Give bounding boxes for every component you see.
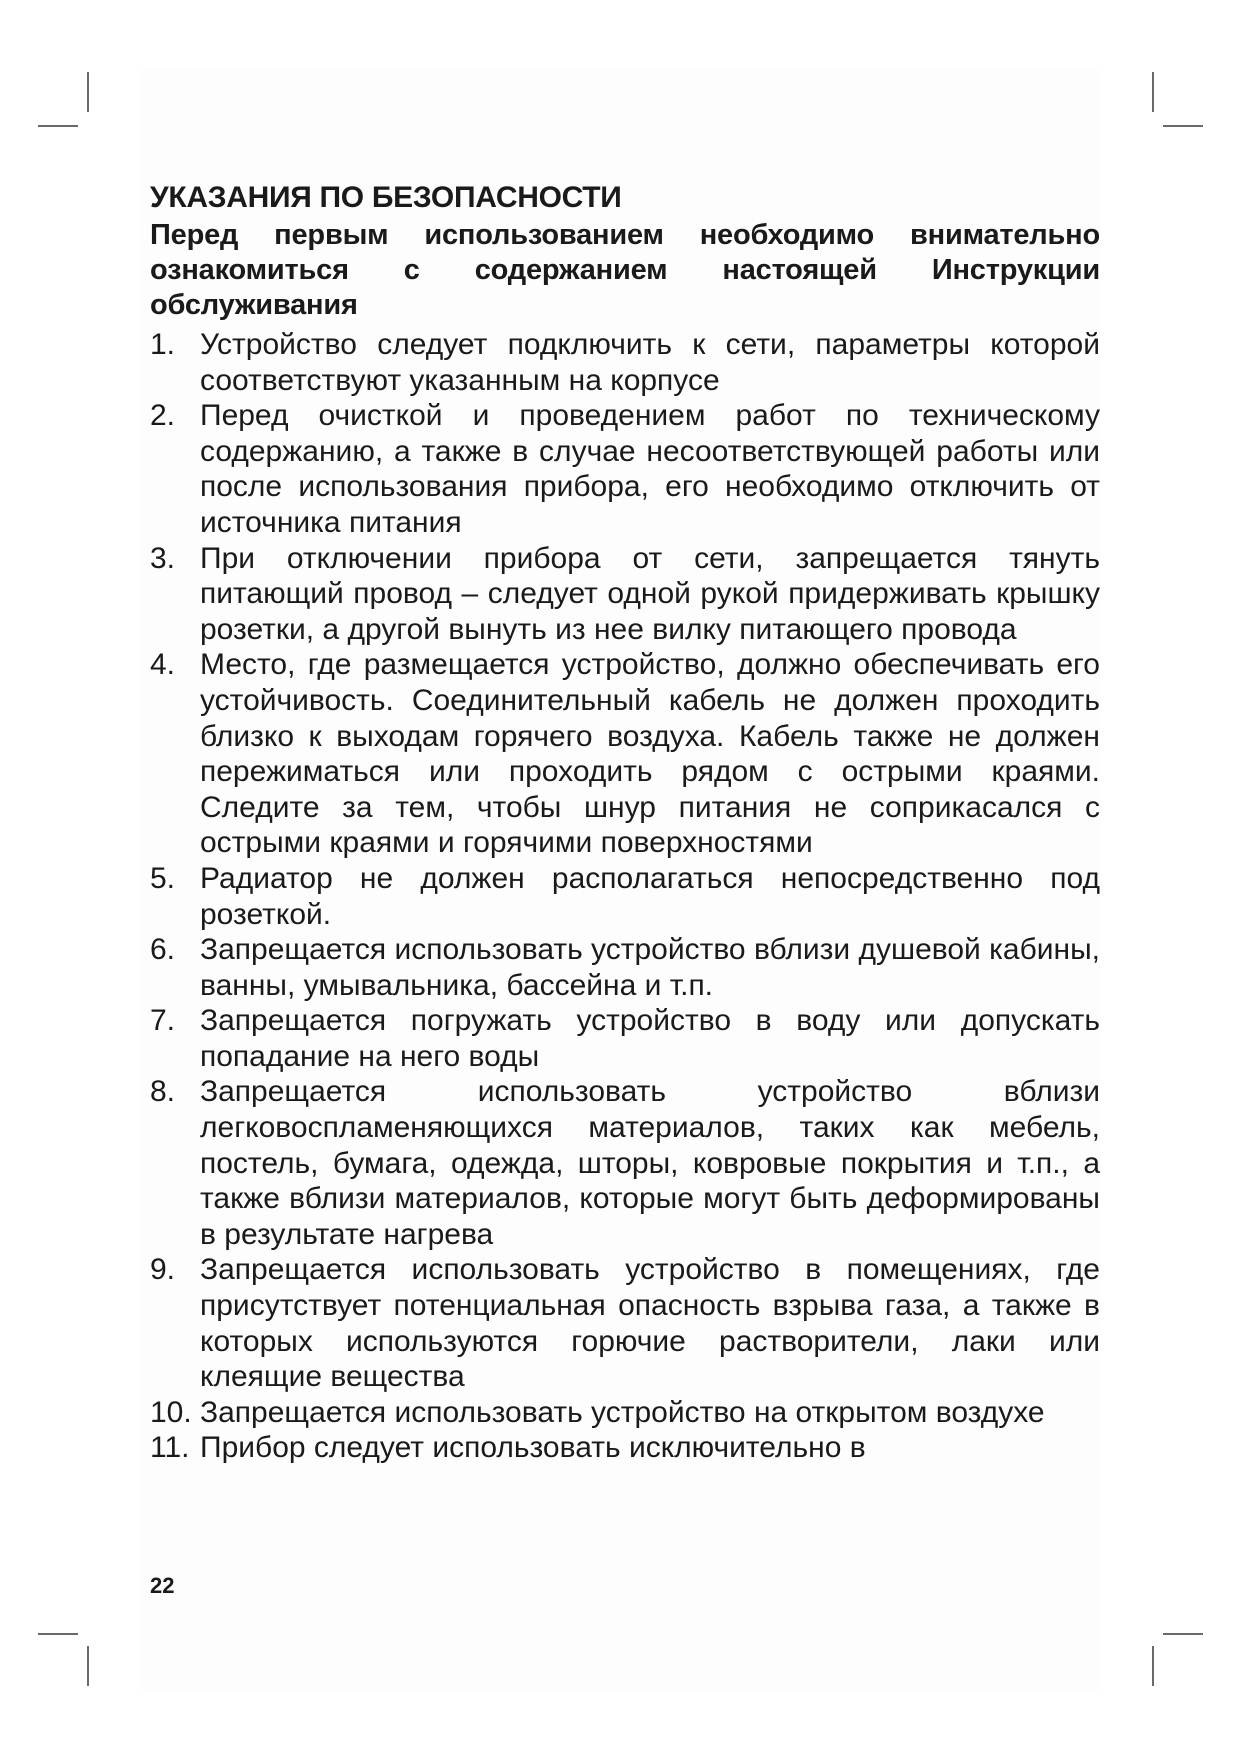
list-item bbox=[150, 932, 1100, 1003]
list-item-text: Устройство следует подключить к сети, параметры которой соответствуют указанным на корпусе bbox=[200, 328, 1100, 397]
safety-instructions-list bbox=[150, 327, 1100, 1466]
crop-mark-bottom-left-vertical bbox=[87, 1646, 89, 1686]
section-heading: УКАЗАНИЯ ПО БЕЗОПАСНОСТИ bbox=[150, 181, 622, 214]
list-item-number: 5. bbox=[150, 861, 176, 895]
list-item-number: 8. bbox=[150, 1075, 176, 1109]
list-item-number: 10. bbox=[150, 1395, 192, 1429]
list-item bbox=[150, 1003, 1100, 1074]
list-item-number: 4. bbox=[150, 648, 176, 682]
crop-mark-top-right-vertical bbox=[1152, 72, 1154, 112]
list-item bbox=[150, 1395, 1100, 1431]
crop-mark-bottom-right-horizontal bbox=[1163, 1633, 1203, 1635]
list-item-number: 11. bbox=[150, 1431, 190, 1465]
list-item bbox=[150, 327, 1100, 398]
crop-mark-bottom-right-vertical bbox=[1152, 1646, 1154, 1686]
list-item bbox=[150, 1430, 1100, 1466]
list-item-text: Прибор следует использовать исключительно в bbox=[200, 1431, 866, 1465]
list-item-number: 2. bbox=[150, 399, 176, 433]
list-item-text: Радиатор не должен располагаться непосредственно под розеткой. bbox=[200, 861, 1100, 931]
list-item bbox=[150, 398, 1100, 540]
list-item-text: Запрещается использовать устройство в помещениях, где присутствует потенциальная опасность взрыва газа, а также в которых используются горючие растворители, лаки или клеящие вещества bbox=[200, 1253, 1100, 1394]
list-item bbox=[150, 541, 1100, 648]
list-item bbox=[150, 1074, 1100, 1252]
list-item-number: 1. bbox=[150, 328, 176, 361]
page-number: 22 bbox=[150, 1573, 175, 1598]
list-item-text: Перед очисткой и проведением работ по техническому содержанию, а также в случае несоответствующей работы или после использования прибора, его необходимо отключить от источника питания bbox=[200, 399, 1100, 539]
crop-mark-top-left-horizontal bbox=[38, 125, 78, 127]
list-item-text: При отключении прибора от сети, запрещается тянуть питающий провод – следует одной рукой придерживать крышку розетки, а другой вынуть из нее вилку питающего провода bbox=[200, 541, 1100, 646]
list-item-text: Место, где размещается устройство, должно обеспечивать его устойчивость. Соединительный кабель не должен проходить близко к выходам горячего воздуха. Кабель также не должен пережиматься или проходить рядом с острыми краями. Следите за тем, чтобы шнур питания не соприкасался с острыми краями и горячими поверхностями bbox=[200, 648, 1100, 860]
list-item-number: 6. bbox=[150, 933, 176, 967]
intro-paragraph: Перед первым использованием необходимо внимательно ознакомиться с содержанием настоящей Инструкции обслуживания bbox=[150, 219, 1100, 321]
list-item-text: Запрещается использовать устройство вблизи легковоспламеняющихся материалов, таких как мебель, постель, бумага, одежда, шторы, ковровые покрытия и т.п., а также вблизи материалов, которые могут быть деформированы в результате нагрева bbox=[200, 1075, 1100, 1251]
crop-mark-top-right-horizontal bbox=[1163, 125, 1203, 127]
list-item-text: Запрещается использовать устройство вблизи душевой кабины, ванны, умывальника, бассейна и т.п. bbox=[200, 933, 1100, 1002]
crop-mark-bottom-left-horizontal bbox=[38, 1633, 78, 1635]
document-body bbox=[150, 180, 1100, 1466]
list-item-number: 7. bbox=[150, 1004, 176, 1038]
list-item-text: Запрещается использовать устройство на открытом воздухе bbox=[200, 1395, 1045, 1429]
crop-mark-top-left-vertical bbox=[87, 72, 89, 112]
list-item bbox=[150, 647, 1100, 861]
list-item bbox=[150, 861, 1100, 932]
list-item-text: Запрещается погружать устройство в воду или допускать попадание на него воды bbox=[200, 1004, 1100, 1073]
list-item bbox=[150, 1252, 1100, 1394]
list-item-number: 9. bbox=[150, 1253, 176, 1287]
list-item-number: 3. bbox=[150, 541, 176, 575]
